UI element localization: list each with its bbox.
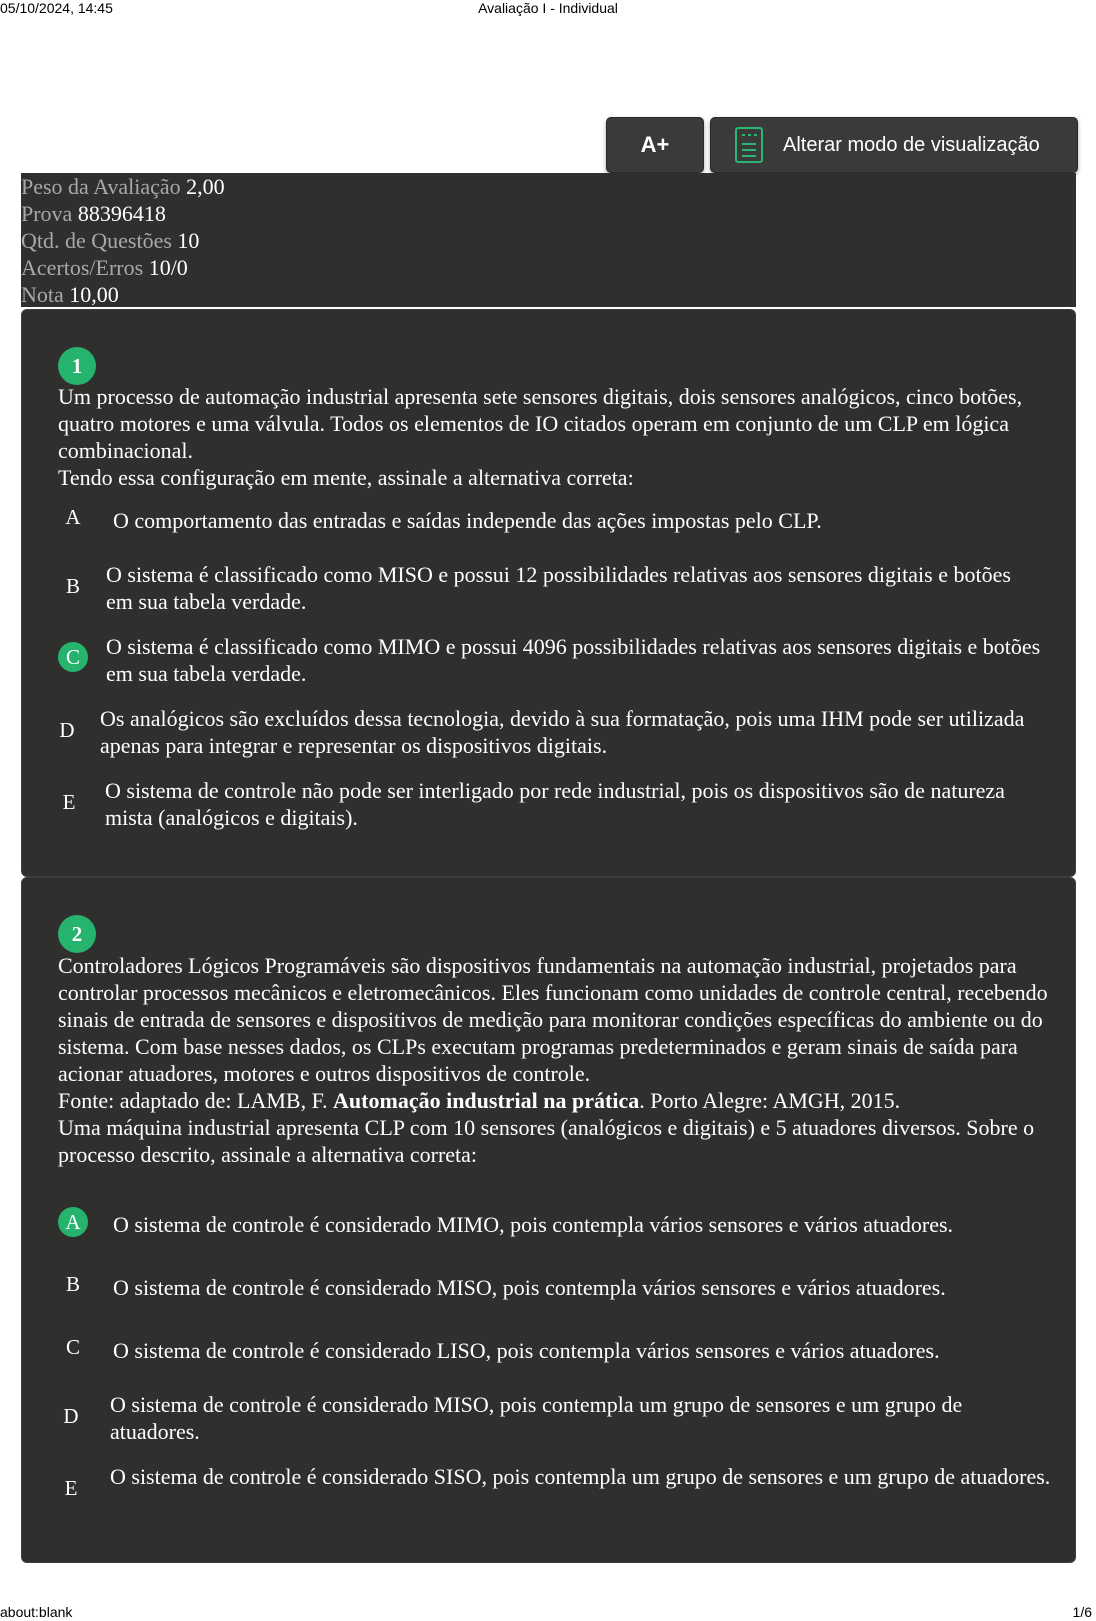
print-datetime: 05/10/2024, 14:45	[0, 0, 113, 16]
summary-weight: Peso da Avaliação 2,00	[21, 174, 225, 199]
question-number-badge: 2	[58, 915, 96, 953]
increase-font-button[interactable]: A+	[606, 117, 704, 173]
summary-hits-misses: Acertos/Erros 10/0	[21, 255, 188, 280]
document-list-icon	[735, 127, 763, 163]
summary-grade: Nota 10,00	[21, 282, 119, 307]
correct-answer-badge: A	[58, 1207, 88, 1237]
question-number-badge: 1	[58, 347, 96, 385]
correct-answer-badge: C	[58, 642, 88, 672]
print-url: about:blank	[0, 1604, 73, 1620]
source-citation: Fonte: adaptado de: LAMB, F. Automação industrial na prática. Porto Alegre: AMGH, 2015.	[58, 1088, 901, 1113]
print-page-counter: 1/6	[1072, 1604, 1092, 1620]
question-statement: Controladores Lógicos Programáveis são dispositivos fundamentais na automação industrial, projetados para controlar processos mecânicos e eletromecânicos. Eles funcionam como unidades de controle central, recebendo sinais de entrada de sensores e dispositivos de medição para monitorar condições específicas do ambiente ou do sistema. Com base nesses dados, os CLPs executam programas predeterminados e geram sinais de saída para acionar atuadores, motores e outros dispositivos de controle. Fonte: adaptado de: LAMB, F. Automação industrial na prática. Porto Alegre: AMGH, 2015. Uma máquina industrial apresenta CLP com 10 sensores (analógicos e digitais) e 5 atuadores diversos. Sobre o processo descrito, assinale a alternativa correta:	[58, 953, 1048, 1167]
print-footer	[0, 1604, 1096, 1620]
summary-exam: Prova 88396418	[21, 201, 166, 226]
change-view-mode-label: Alterar modo de visualização	[783, 133, 1040, 156]
toolbar	[0, 117, 1096, 172]
print-header	[0, 0, 1096, 16]
question-card-2: 2 Controladores Lógicos Programáveis são dispositivos fundamentais na automação industrial, projetados para controlar processos mecânicos e eletromecânicos. Eles funcionam como unidades de controle central, recebendo sinais de entrada de sensores e dispositivos de medição para monitorar condições específicas do ambiente ou do sistema. Com base nesses dados, os CLPs executam programas predeterminados e geram sinais de saída para acionar atuadores, motores e outros dispositivos de controle. Fonte: adaptado de: LAMB, F. Automação industrial na prática. Porto Alegre: AMGH, 2015. Uma máquina industrial apresenta CLP com 10 sensores (analógicos e digitais) e 5 atuadores diversos. Sobre o processo descrito, assinale a alternativa correta: A O sistema de controle é considerado MIMO, pois contempla vários sensores e vários atuadores. B O sistema de controle é considerado MISO, pois contempla vários sensores e vários atuadores. C O sistema de controle é considerado LISO, pois contempla vários sensores e vários atuadores. D O sistema de controle é considerado MISO, pois contempla um grupo de sensores e um grupo de atuadores. E O sistema de controle é considerado SISO, pois contempla um grupo de sensores e um grupo de atuadores.	[21, 877, 1076, 1563]
page-title: Avaliação I - Individual	[478, 0, 618, 16]
summary-question-count: Qtd. de Questões 10	[21, 228, 200, 253]
question-card-1: 1 Um processo de automação industrial apresenta sete sensores digitais, dois sensores analógicos, cinco botões, quatro motores e uma válvula. Todos os elementos de IO citados operam em conjunto de um CLP em lógica combinacional. Tendo essa configuração em mente, assinale a alternativa correta: A O comportamento das entradas e saídas independe das ações impostas pelo CLP. B O sistema é classificado como MISO e possui 12 possibilidades relativas aos sensores digitais e botões em sua tabela verdade. C O sistema é classificado como MIMO e possui 4096 possibilidades relativas aos sensores digitais e botões em sua tabela verdade. D Os analógicos são excluídos dessa tecnologia, devido à sua formatação, pois uma IHM pode ser utilizada apenas para integrar e representar os dispositivos digitais. E O sistema de controle não pode ser interligado por rede industrial, pois os dispositivos são de natureza mista (analógicos e digitais).	[21, 309, 1076, 877]
question-statement: Um processo de automação industrial apresenta sete sensores digitais, dois sensores analógicos, cinco botões, quatro motores e uma válvula. Todos os elementos de IO citados operam em conjunto de um CLP em lógica combinacional. Tendo essa configuração em mente, assinale a alternativa correta:	[58, 384, 1023, 490]
assessment-summary	[21, 173, 1076, 307]
change-view-mode-button[interactable]	[710, 117, 1078, 173]
